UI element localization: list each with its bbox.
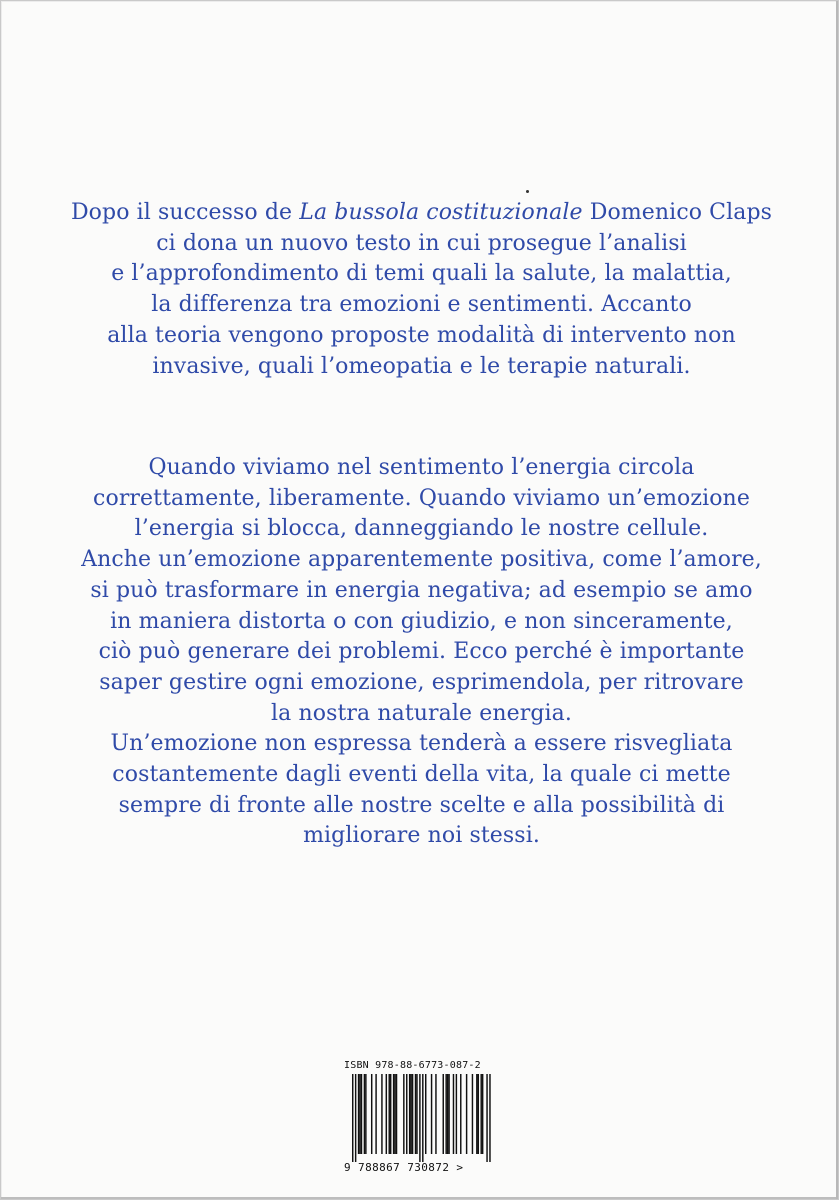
isbn-label: ISBN 978-88-6773-087-2 bbox=[344, 1060, 481, 1071]
isbn-barcode-block bbox=[344, 1060, 504, 1175]
barcode-bar bbox=[365, 1074, 366, 1154]
barcode-bar bbox=[390, 1074, 391, 1154]
book-title-italic: La bussola costituzionale bbox=[299, 200, 583, 225]
barcode-bar bbox=[410, 1074, 411, 1154]
barcode-bar bbox=[359, 1074, 360, 1154]
intro-line-1-author: Domenico Claps bbox=[582, 200, 773, 225]
body-line: ciò può generare dei problemi. Ecco perché è importante bbox=[98, 639, 745, 665]
barcode-bar bbox=[447, 1074, 448, 1154]
barcode-bar bbox=[412, 1074, 413, 1154]
barcode-bar bbox=[453, 1074, 454, 1154]
body-line: costantemente dagli eventi della vita, la quale ci mette bbox=[112, 762, 731, 788]
body-line: saper gestire ogni emozione, esprimendola, per ritrovare bbox=[99, 669, 744, 695]
ean-digits: 9 788867 730872 > bbox=[344, 1161, 464, 1174]
body-line: Anche un’emozione apparentemente positiva, come l’amore, bbox=[81, 547, 762, 573]
barcode-bar bbox=[415, 1074, 416, 1154]
body-line: correttamente, liberamente. Quando viviamo un’emozione bbox=[93, 485, 750, 511]
body-line: si può trasformare in energia negativa; ad esempio se amo bbox=[90, 577, 753, 603]
intro-paragraph bbox=[41, 198, 802, 382]
print-speck bbox=[526, 190, 529, 193]
barcode-bar bbox=[480, 1074, 481, 1154]
barcode-bar bbox=[361, 1074, 362, 1154]
barcode-bar bbox=[445, 1074, 446, 1154]
barcode-bar bbox=[416, 1074, 417, 1154]
body-line: la nostra naturale energia. bbox=[271, 700, 572, 726]
barcode-bar bbox=[371, 1074, 372, 1154]
barcode-bar bbox=[435, 1074, 436, 1154]
body-line: Un’emozione non espressa tenderà a essere risvegliata bbox=[110, 731, 733, 757]
barcode-bar bbox=[352, 1074, 353, 1162]
barcode-bar bbox=[456, 1074, 457, 1154]
barcode-bar bbox=[396, 1074, 397, 1154]
barcode-bar bbox=[478, 1074, 479, 1154]
barcode-bar bbox=[375, 1074, 376, 1154]
barcode-bar bbox=[448, 1074, 449, 1154]
barcode-bar bbox=[394, 1074, 395, 1154]
barcode-bar bbox=[403, 1074, 404, 1154]
barcode-bar bbox=[389, 1074, 390, 1154]
barcode-bar bbox=[486, 1074, 487, 1162]
body-line: migliorare noi stessi. bbox=[303, 823, 540, 849]
barcode-bar bbox=[364, 1074, 365, 1154]
barcode-bar bbox=[406, 1074, 407, 1154]
barcode-bar bbox=[422, 1074, 423, 1162]
barcode-bar bbox=[425, 1074, 426, 1154]
barcode-bar bbox=[386, 1074, 387, 1154]
barcode-bar bbox=[381, 1074, 382, 1154]
intro-line-6: invasive, quali l’omeopatia e le terapie naturali. bbox=[152, 353, 691, 379]
barcode-bar bbox=[358, 1074, 359, 1154]
intro-line-2: ci dona un nuovo testo in cui prosegue l’analisi bbox=[156, 230, 687, 256]
barcode-bar bbox=[393, 1074, 394, 1154]
barcode-bar bbox=[476, 1074, 477, 1154]
barcode-bar bbox=[443, 1074, 444, 1154]
body-paragraph bbox=[41, 453, 802, 852]
body-line: Quando viviamo nel sentimento l’energia circola bbox=[148, 455, 695, 480]
barcode-bar bbox=[419, 1074, 420, 1162]
body-line: in maniera distorta o con giudizio, e non sinceramente, bbox=[110, 608, 733, 634]
barcode-bar bbox=[409, 1074, 410, 1154]
barcode-bar bbox=[489, 1074, 490, 1162]
intro-line-5: alla teoria vengono proposte modalità di intervento non bbox=[107, 322, 736, 348]
barcode-bar bbox=[482, 1074, 483, 1154]
barcode-bar bbox=[431, 1074, 432, 1154]
intro-line-1-start: Dopo il successo de bbox=[70, 200, 300, 225]
body-line: l’energia si blocca, danneggiando le nostre cellule. bbox=[134, 516, 709, 542]
body-line: sempre di fronte alle nostre scelte e alla possibilità di bbox=[118, 792, 725, 818]
barcode-bar bbox=[466, 1074, 467, 1154]
intro-line-3: e l’approfondimento di temi quali la salute, la malattia, bbox=[111, 261, 732, 287]
barcode-bar bbox=[472, 1074, 473, 1154]
barcode-bar bbox=[460, 1074, 461, 1154]
barcode-bar bbox=[355, 1074, 356, 1162]
intro-line-1 bbox=[41, 198, 802, 229]
barcode-image bbox=[344, 1074, 504, 1162]
intro-line-4: la differenza tra emozioni e sentimenti. Accanto bbox=[151, 292, 692, 318]
